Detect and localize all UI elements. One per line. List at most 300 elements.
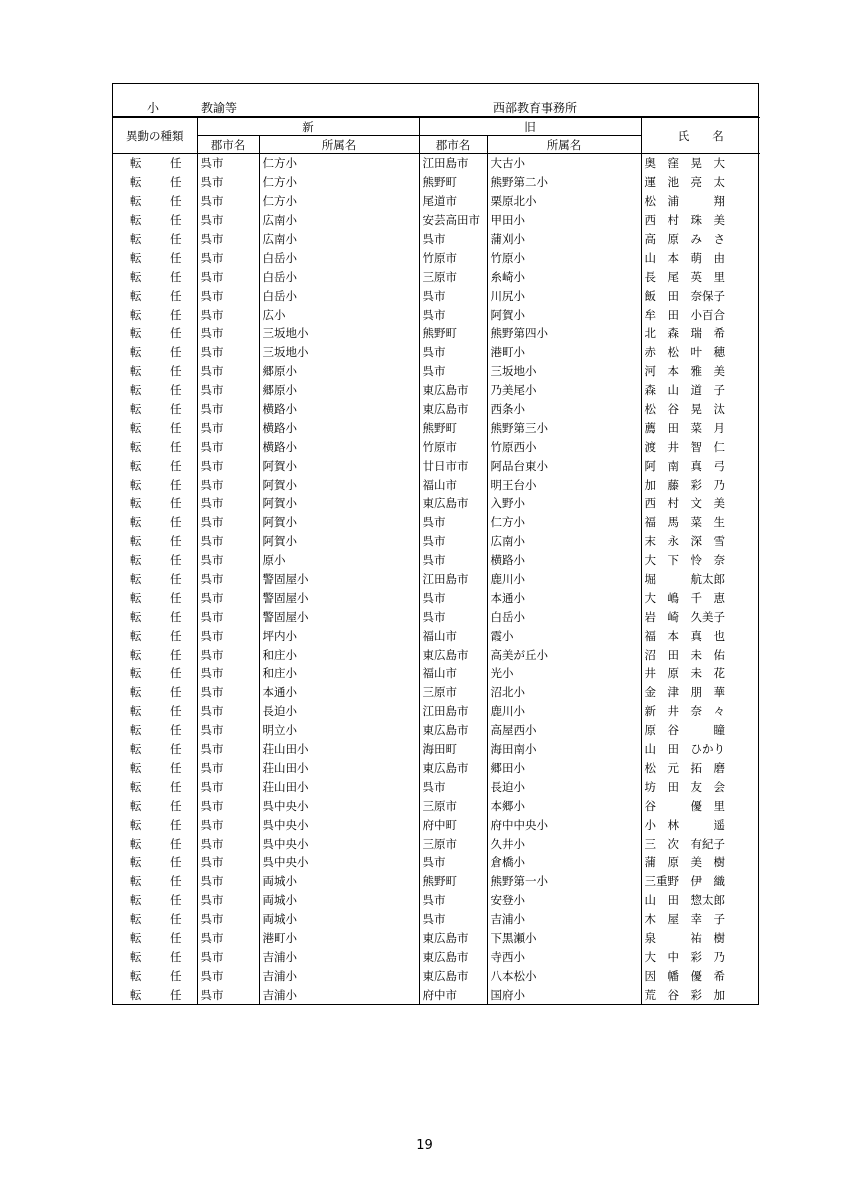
type-char-2: 任	[170, 250, 182, 265]
table-row	[113, 626, 760, 645]
type-char-2: 任	[170, 156, 182, 171]
header-new-pref: 郡市名	[197, 136, 259, 154]
type-char-1: 転	[130, 704, 142, 719]
name-cell: 森 山 道 子	[641, 381, 760, 400]
old-school-cell: 竹原小	[487, 248, 641, 267]
table-row	[113, 721, 760, 740]
old-pref-cell: 呉市	[419, 910, 487, 929]
old-pref-cell: 東広島市	[419, 947, 487, 966]
old-school-cell: 川尻小	[487, 286, 641, 305]
new-pref-cell: 呉市	[197, 324, 259, 343]
type-char-1: 転	[130, 458, 142, 473]
type-char-2: 任	[170, 364, 182, 379]
type-cell	[113, 570, 197, 589]
type-char-2: 任	[170, 194, 182, 209]
type-char-2: 任	[170, 817, 182, 832]
old-school-cell: 光小	[487, 664, 641, 683]
old-pref-cell: 廿日市市	[419, 456, 487, 475]
old-pref-cell: 福山市	[419, 475, 487, 494]
table-row	[113, 267, 760, 286]
name-cell: 松 浦 翔	[641, 192, 760, 211]
new-pref-cell: 呉市	[197, 607, 259, 626]
type-cell	[113, 645, 197, 664]
type-char-2: 任	[170, 666, 182, 681]
table-row	[113, 853, 760, 872]
table-row	[113, 324, 760, 343]
type-char-1: 転	[130, 307, 142, 322]
new-school-cell: 三坂地小	[259, 324, 419, 343]
new-school-cell: 広南小	[259, 230, 419, 249]
old-pref-cell: 東広島市	[419, 721, 487, 740]
type-char-1: 転	[130, 515, 142, 530]
type-cell	[113, 551, 197, 570]
name-cell: 福 本 真 也	[641, 626, 760, 645]
new-school-cell: 横路小	[259, 400, 419, 419]
new-school-cell: 和庄小	[259, 664, 419, 683]
old-school-cell: 安登小	[487, 891, 641, 910]
old-school-cell: 吉浦小	[487, 910, 641, 929]
type-char-1: 転	[130, 553, 142, 568]
type-cell	[113, 192, 197, 211]
old-pref-cell: 呉市	[419, 343, 487, 362]
old-pref-cell: 東広島市	[419, 929, 487, 948]
type-char-2: 任	[170, 477, 182, 492]
new-school-cell: 三坂地小	[259, 343, 419, 362]
new-pref-cell: 呉市	[197, 759, 259, 778]
old-pref-cell: 呉市	[419, 551, 487, 570]
type-char-1: 転	[130, 439, 142, 454]
table-row	[113, 985, 760, 1004]
old-pref-cell: 呉市	[419, 513, 487, 532]
old-school-cell: 蒲刈小	[487, 230, 641, 249]
type-cell	[113, 683, 197, 702]
type-cell	[113, 985, 197, 1004]
new-school-cell: 吉浦小	[259, 985, 419, 1004]
type-char-2: 任	[170, 269, 182, 284]
type-char-2: 任	[170, 704, 182, 719]
old-school-cell: 下黒瀬小	[487, 929, 641, 948]
page-number: 19	[416, 1138, 433, 1153]
old-pref-cell: 呉市	[419, 891, 487, 910]
new-school-cell: 郷原小	[259, 381, 419, 400]
new-pref-cell: 呉市	[197, 891, 259, 910]
type-char-1: 転	[130, 760, 142, 775]
type-char-2: 任	[170, 855, 182, 870]
type-char-1: 転	[130, 836, 142, 851]
new-school-cell: 広小	[259, 305, 419, 324]
type-cell	[113, 740, 197, 759]
type-char-2: 任	[170, 515, 182, 530]
new-pref-cell: 呉市	[197, 796, 259, 815]
table-row	[113, 437, 760, 456]
new-school-cell: 郷原小	[259, 362, 419, 381]
name-cell: 小 林 遥	[641, 815, 760, 834]
type-char-1: 転	[130, 288, 142, 303]
new-school-cell: 白岳小	[259, 286, 419, 305]
type-char-1: 転	[130, 590, 142, 605]
old-pref-cell: 呉市	[419, 286, 487, 305]
old-school-cell: 鹿川小	[487, 702, 641, 721]
name-cell: 北 森 瑞 希	[641, 324, 760, 343]
table-row	[113, 381, 760, 400]
old-pref-cell: 熊野町	[419, 324, 487, 343]
table-row	[113, 513, 760, 532]
type-char-2: 任	[170, 534, 182, 549]
type-char-1: 転	[130, 987, 142, 1002]
old-pref-cell: 呉市	[419, 588, 487, 607]
new-school-cell: 吉浦小	[259, 947, 419, 966]
old-school-cell: 熊野第三小	[487, 418, 641, 437]
new-pref-cell: 呉市	[197, 211, 259, 230]
type-cell	[113, 362, 197, 381]
old-school-cell: 西条小	[487, 400, 641, 419]
old-school-cell: 高屋西小	[487, 721, 641, 740]
type-cell	[113, 230, 197, 249]
old-pref-cell: 江田島市	[419, 154, 487, 173]
new-school-cell: 警固屋小	[259, 588, 419, 607]
new-pref-cell: 呉市	[197, 230, 259, 249]
type-char-2: 任	[170, 647, 182, 662]
type-cell	[113, 834, 197, 853]
name-cell: 山 本 萌 由	[641, 248, 760, 267]
type-char-1: 転	[130, 912, 142, 927]
old-pref-cell: 竹原市	[419, 248, 487, 267]
old-school-cell: 明王台小	[487, 475, 641, 494]
type-char-1: 転	[130, 572, 142, 587]
old-school-cell: 国府小	[487, 985, 641, 1004]
name-cell: 荒 谷 彩 加	[641, 985, 760, 1004]
new-school-cell: 警固屋小	[259, 570, 419, 589]
new-school-cell: 広南小	[259, 211, 419, 230]
type-char-2: 任	[170, 420, 182, 435]
new-school-cell: 和庄小	[259, 645, 419, 664]
new-pref-cell: 呉市	[197, 400, 259, 419]
old-school-cell: 大古小	[487, 154, 641, 173]
name-cell: 谷 優 里	[641, 796, 760, 815]
type-cell	[113, 456, 197, 475]
new-pref-cell: 呉市	[197, 929, 259, 948]
type-char-1: 転	[130, 194, 142, 209]
name-cell: 坊 田 友 会	[641, 777, 760, 796]
new-pref-cell: 呉市	[197, 267, 259, 286]
type-char-1: 転	[130, 420, 142, 435]
type-cell	[113, 305, 197, 324]
new-pref-cell: 呉市	[197, 645, 259, 664]
old-school-cell: 熊野第二小	[487, 173, 641, 192]
name-cell: 大 下 怜 奈	[641, 551, 760, 570]
type-char-1: 転	[130, 855, 142, 870]
new-pref-cell: 呉市	[197, 834, 259, 853]
type-cell	[113, 872, 197, 891]
old-school-cell: 海田南小	[487, 740, 641, 759]
old-pref-cell: 呉市	[419, 532, 487, 551]
table-row	[113, 192, 760, 211]
table-row	[113, 834, 760, 853]
name-cell: 飯 田 奈保子	[641, 286, 760, 305]
old-pref-cell: 呉市	[419, 362, 487, 381]
new-pref-cell: 呉市	[197, 664, 259, 683]
new-school-cell: 荘山田小	[259, 740, 419, 759]
type-char-1: 転	[130, 666, 142, 681]
type-char-1: 転	[130, 742, 142, 757]
name-cell: 運 池 亮 太	[641, 173, 760, 192]
table-row	[113, 929, 760, 948]
new-pref-cell: 呉市	[197, 418, 259, 437]
personnel-table-sheet	[112, 83, 759, 1005]
old-pref-cell: 府中市	[419, 985, 487, 1004]
old-pref-cell: 呉市	[419, 853, 487, 872]
type-char-1: 転	[130, 647, 142, 662]
new-school-cell: 両城小	[259, 872, 419, 891]
type-char-2: 任	[170, 949, 182, 964]
type-cell	[113, 532, 197, 551]
table-row	[113, 532, 760, 551]
name-cell: 沼 田 未 佑	[641, 645, 760, 664]
old-pref-cell: 三原市	[419, 267, 487, 286]
type-cell	[113, 853, 197, 872]
new-pref-cell: 呉市	[197, 551, 259, 570]
table-row	[113, 966, 760, 985]
new-pref-cell: 呉市	[197, 947, 259, 966]
old-school-cell: 糸崎小	[487, 267, 641, 286]
old-pref-cell: 福山市	[419, 626, 487, 645]
old-school-cell: 広南小	[487, 532, 641, 551]
transfer-table	[113, 117, 760, 1004]
name-cell: 牟 田 小百合	[641, 305, 760, 324]
type-char-2: 任	[170, 439, 182, 454]
new-school-cell: 白岳小	[259, 267, 419, 286]
type-char-1: 転	[130, 949, 142, 964]
type-char-2: 任	[170, 590, 182, 605]
new-pref-cell: 呉市	[197, 702, 259, 721]
type-char-1: 転	[130, 250, 142, 265]
new-pref-cell: 呉市	[197, 513, 259, 532]
new-school-cell: 荘山田小	[259, 777, 419, 796]
type-cell	[113, 891, 197, 910]
type-cell	[113, 607, 197, 626]
table-row	[113, 230, 760, 249]
new-school-cell: 原小	[259, 551, 419, 570]
school-level: 小	[147, 101, 160, 115]
header-new-school: 所属名	[259, 136, 419, 154]
new-school-cell: 両城小	[259, 891, 419, 910]
type-cell	[113, 513, 197, 532]
old-pref-cell: 海田町	[419, 740, 487, 759]
table-row	[113, 891, 760, 910]
new-school-cell: 呉中央小	[259, 815, 419, 834]
type-char-1: 転	[130, 798, 142, 813]
old-pref-cell: 尾道市	[419, 192, 487, 211]
table-row	[113, 362, 760, 381]
new-pref-cell: 呉市	[197, 475, 259, 494]
new-pref-cell: 呉市	[197, 626, 259, 645]
table-row	[113, 815, 760, 834]
name-cell: 阿 南 真 弓	[641, 456, 760, 475]
name-cell: 大 中 彩 乃	[641, 947, 760, 966]
name-cell: 新 井 奈 々	[641, 702, 760, 721]
old-school-cell: 阿賀小	[487, 305, 641, 324]
table-row	[113, 154, 760, 173]
old-school-cell: 寺西小	[487, 947, 641, 966]
new-school-cell: 明立小	[259, 721, 419, 740]
name-cell: 奥 窪 晃 大	[641, 154, 760, 173]
new-school-cell: 呉中央小	[259, 834, 419, 853]
new-pref-cell: 呉市	[197, 740, 259, 759]
old-school-cell: 本郷小	[487, 796, 641, 815]
new-pref-cell: 呉市	[197, 683, 259, 702]
type-char-2: 任	[170, 213, 182, 228]
name-cell: 三 次 有紀子	[641, 834, 760, 853]
old-pref-cell: 東広島市	[419, 645, 487, 664]
type-cell	[113, 286, 197, 305]
type-char-1: 転	[130, 232, 142, 246]
new-school-cell: 横路小	[259, 437, 419, 456]
type-cell	[113, 929, 197, 948]
type-cell	[113, 381, 197, 400]
new-school-cell: 阿賀小	[259, 475, 419, 494]
table-row	[113, 173, 760, 192]
old-school-cell: 入野小	[487, 494, 641, 513]
type-char-1: 転	[130, 723, 142, 738]
name-cell: 金 津 朋 華	[641, 683, 760, 702]
old-pref-cell: 呉市	[419, 607, 487, 626]
type-char-1: 転	[130, 779, 142, 794]
new-school-cell: 白岳小	[259, 248, 419, 267]
new-pref-cell: 呉市	[197, 966, 259, 985]
old-school-cell: 横路小	[487, 551, 641, 570]
type-char-1: 転	[130, 402, 142, 417]
old-pref-cell: 東広島市	[419, 759, 487, 778]
new-school-cell: 仁方小	[259, 192, 419, 211]
type-cell	[113, 626, 197, 645]
new-pref-cell: 呉市	[197, 248, 259, 267]
header-type: 異動の種類	[113, 118, 197, 154]
new-pref-cell: 呉市	[197, 362, 259, 381]
old-school-cell: 仁方小	[487, 513, 641, 532]
new-school-cell: 吉浦小	[259, 966, 419, 985]
type-cell	[113, 324, 197, 343]
old-school-cell: 久井小	[487, 834, 641, 853]
name-cell: 木 屋 幸 子	[641, 910, 760, 929]
type-char-2: 任	[170, 930, 182, 945]
type-cell	[113, 494, 197, 513]
type-cell	[113, 966, 197, 985]
type-cell	[113, 343, 197, 362]
old-school-cell: 本通小	[487, 588, 641, 607]
old-pref-cell: 江田島市	[419, 570, 487, 589]
name-cell: 原 谷 瞳	[641, 721, 760, 740]
table-row	[113, 475, 760, 494]
new-pref-cell: 呉市	[197, 286, 259, 305]
old-school-cell: 倉橋小	[487, 853, 641, 872]
old-pref-cell: 東広島市	[419, 966, 487, 985]
type-cell	[113, 211, 197, 230]
type-char-1: 転	[130, 383, 142, 398]
type-cell	[113, 777, 197, 796]
type-char-2: 任	[170, 402, 182, 417]
type-char-2: 任	[170, 779, 182, 794]
table-row	[113, 211, 760, 230]
type-char-2: 任	[170, 496, 182, 511]
old-pref-cell: 呉市	[419, 305, 487, 324]
type-char-2: 任	[170, 345, 182, 360]
new-pref-cell: 呉市	[197, 305, 259, 324]
type-char-2: 任	[170, 572, 182, 587]
type-char-2: 任	[170, 458, 182, 473]
name-cell: 因 幡 優 希	[641, 966, 760, 985]
new-pref-cell: 呉市	[197, 815, 259, 834]
old-pref-cell: 福山市	[419, 664, 487, 683]
type-cell	[113, 475, 197, 494]
new-pref-cell: 呉市	[197, 494, 259, 513]
type-char-1: 転	[130, 326, 142, 341]
type-char-2: 任	[170, 836, 182, 851]
old-pref-cell: 東広島市	[419, 494, 487, 513]
type-char-2: 任	[170, 968, 182, 983]
old-pref-cell: 三原市	[419, 683, 487, 702]
type-cell	[113, 418, 197, 437]
old-school-cell: 熊野第四小	[487, 324, 641, 343]
name-cell: 堀 航太郎	[641, 570, 760, 589]
type-char-2: 任	[170, 609, 182, 624]
table-row	[113, 702, 760, 721]
type-char-1: 転	[130, 968, 142, 983]
type-cell	[113, 588, 197, 607]
header-old-pref: 郡市名	[419, 136, 487, 154]
type-cell	[113, 910, 197, 929]
type-char-2: 任	[170, 742, 182, 757]
name-cell: 山 田 ひかり	[641, 740, 760, 759]
old-school-cell: 阿品台東小	[487, 456, 641, 475]
type-char-2: 任	[170, 893, 182, 908]
new-pref-cell: 呉市	[197, 192, 259, 211]
new-school-cell: 長迫小	[259, 702, 419, 721]
old-pref-cell: 安芸高田市	[419, 211, 487, 230]
table-row	[113, 759, 760, 778]
new-pref-cell: 呉市	[197, 910, 259, 929]
header-name: 氏 名	[641, 118, 760, 154]
table-row	[113, 664, 760, 683]
old-school-cell: 竹原西小	[487, 437, 641, 456]
table-body	[113, 154, 760, 1005]
type-cell	[113, 437, 197, 456]
name-cell: 大 嶋 千 恵	[641, 588, 760, 607]
name-cell: 山 田 惣太郎	[641, 891, 760, 910]
type-cell	[113, 400, 197, 419]
new-school-cell: 荘山田小	[259, 759, 419, 778]
type-char-2: 任	[170, 987, 182, 1002]
old-pref-cell: 三原市	[419, 796, 487, 815]
type-char-1: 転	[130, 477, 142, 492]
new-school-cell: 阿賀小	[259, 494, 419, 513]
type-cell	[113, 248, 197, 267]
new-pref-cell: 呉市	[197, 437, 259, 456]
type-cell	[113, 702, 197, 721]
position-label: 教諭等	[201, 101, 238, 115]
type-char-2: 任	[170, 798, 182, 813]
name-cell: 福 馬 菜 生	[641, 513, 760, 532]
type-char-1: 転	[130, 534, 142, 549]
new-pref-cell: 呉市	[197, 343, 259, 362]
name-cell: 長 尾 英 里	[641, 267, 760, 286]
table-row	[113, 570, 760, 589]
table-row	[113, 796, 760, 815]
table-row	[113, 343, 760, 362]
new-pref-cell: 呉市	[197, 381, 259, 400]
table-row	[113, 305, 760, 324]
table-row	[113, 494, 760, 513]
old-school-cell: 沼北小	[487, 683, 641, 702]
